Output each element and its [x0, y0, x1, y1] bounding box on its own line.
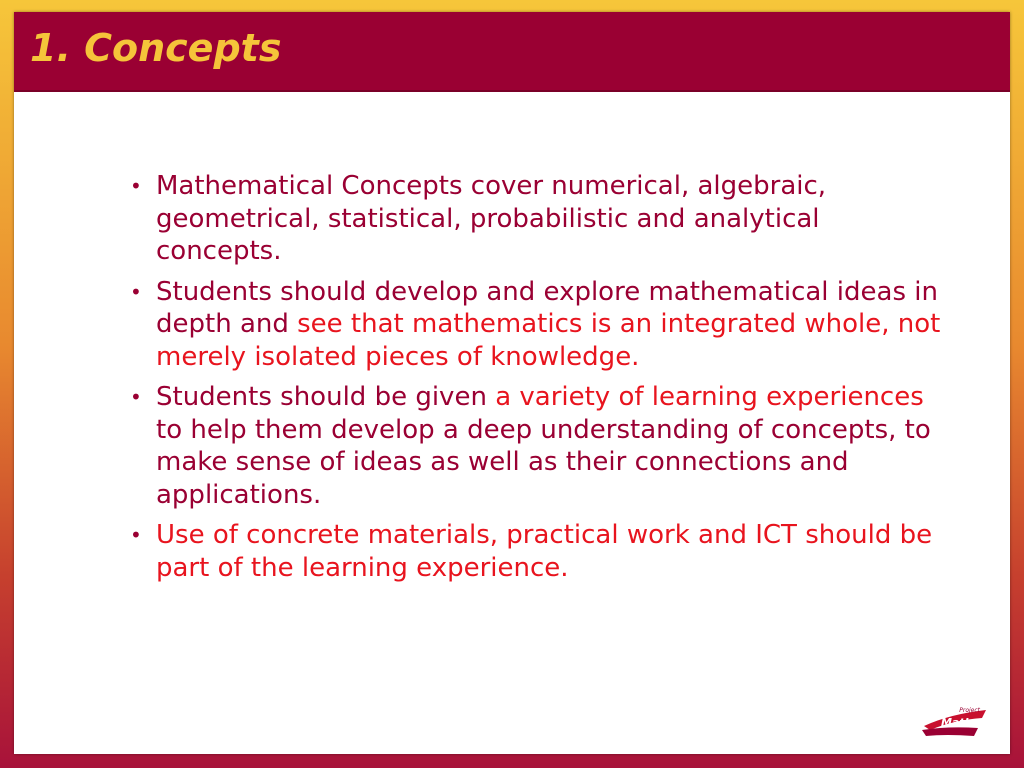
bullet-text: to help them develop a deep understanding of concepts, to make sense of ideas as well as their connections and applications. — [156, 414, 931, 510]
bullet-icon: • — [130, 385, 142, 409]
bullet-highlight-text: a variety of learning experiences — [495, 382, 924, 412]
logo-line2: Maths — [940, 716, 980, 729]
bullet-icon: • — [130, 279, 142, 304]
project-maths-logo — [920, 704, 992, 740]
slide-title: 1. Concepts — [30, 26, 282, 70]
bullet-text: Students should develop and explore mathematical ideas in depth and — [156, 276, 938, 339]
bullet-text: Mathematical Concepts cover numerical, algebraic, geometrical, statistical, probabilistic and analytical concepts. — [156, 171, 827, 266]
bullet-item — [126, 381, 946, 511]
bullet-highlight-text: Use of concrete materials, practical work and ICT should be part of the learning experience. — [156, 520, 933, 583]
bullet-list — [126, 170, 946, 592]
logo-line1: Project — [959, 707, 980, 714]
bullet-item — [126, 170, 946, 268]
bullet-icon: • — [130, 174, 142, 198]
slide — [14, 12, 1010, 754]
title-bar — [14, 12, 1010, 92]
bullet-item — [126, 519, 946, 584]
bullet-highlight-text: see that mathematics is an integrated whole, not merely isolated pieces of knowledge. — [156, 309, 941, 372]
bullet-icon: • — [130, 523, 142, 547]
bullet-item — [126, 276, 946, 374]
bullet-text: Students should be given — [156, 382, 496, 412]
